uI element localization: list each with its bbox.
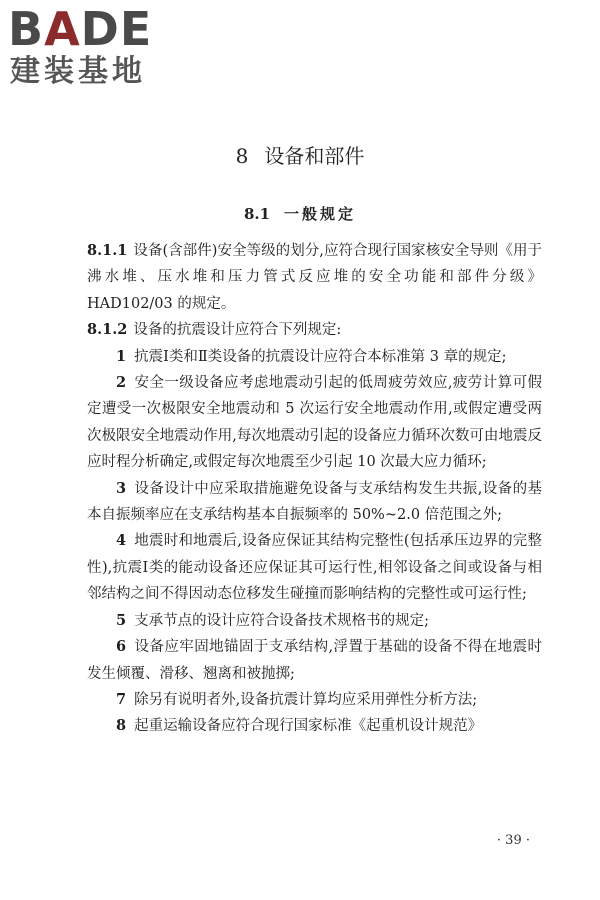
item-text: 地震时和地震后,设备应保证其结构完整性(包括承压边界的完整性),抗震Ⅰ类的能动设备还应保证其可运行性,相邻设备之间或设备与相邻结构之间不得因动态位移发生碰撞而影响结构的完整性或可运行性;	[87, 533, 542, 603]
item-number: 6	[116, 638, 127, 656]
chapter-title	[0, 142, 600, 170]
item-text: 设备设计中应采取措施避免设备与支承结构发生共振,设备的基本自振频率应在支承结构基本自振频率的 50%~2.0 倍范围之外;	[87, 480, 542, 524]
chapter-number: 8	[235, 144, 249, 168]
list-item-1	[87, 344, 542, 370]
item-text: 除另有说明者外,设备抗震计算均应采用弹性分析方法;	[134, 691, 478, 708]
list-item-7	[87, 687, 542, 713]
logo-tagline: 建装基地	[10, 54, 146, 89]
page-content	[87, 238, 542, 740]
item-number: 1	[116, 347, 127, 365]
clause-8-1-1	[87, 238, 542, 317]
clause-number: 8.1.2	[87, 321, 128, 339]
clause-8-1-2	[87, 317, 542, 343]
item-text: 起重运输设备应符合现行国家标准《起重机设计规范》	[134, 718, 483, 735]
watermark-logo	[8, 4, 178, 92]
item-text: 支承节点的设计应符合设备技术规格书的规定;	[134, 612, 429, 629]
item-number: 5	[116, 611, 127, 629]
item-number: 7	[116, 690, 127, 708]
item-number: 4	[116, 532, 127, 550]
logo-brand-prefix: B	[8, 2, 45, 56]
list-item-4	[87, 528, 542, 607]
item-number: 2	[116, 374, 127, 392]
list-item-2	[87, 370, 542, 476]
section-title	[0, 203, 600, 225]
item-text: 抗震Ⅰ类和Ⅱ类设备的抗震设计应符合本标准第 3 章的规定;	[134, 348, 507, 365]
list-item-6	[87, 634, 542, 687]
logo-brand-suffix: DE	[80, 2, 153, 56]
clause-text: 设备的抗震设计应符合下列规定:	[133, 322, 342, 339]
section-number: 8.1	[243, 205, 271, 223]
clause-text: 设备(含部件)安全等级的划分,应符合现行国家核安全导则《用于沸水堆、压水堆和压力管式反应堆的安全功能和部件分级》HAD102/03 的规定。	[87, 243, 542, 312]
logo-brand-accent: A	[44, 2, 81, 56]
section-title-text: 一般规定	[284, 205, 357, 223]
list-item-8	[87, 713, 542, 739]
list-item-3	[87, 476, 542, 529]
chapter-title-text: 设备和部件	[264, 144, 365, 168]
list-item-5	[87, 608, 542, 634]
item-number: 8	[116, 717, 127, 735]
item-text: 安全一级设备应考虑地震动引起的低周疲劳效应,疲劳计算可假定遭受一次极限安全地震动和 5 次运行安全地震动作用,或假定遭受两次极限安全地震动作用,每次地震动引起的设备应力循环次数可由地震反应时程分析确定,或假定每次地震至少引起 10 次最大应力循环;	[87, 375, 542, 471]
page-number: · 39 ·	[496, 833, 530, 848]
item-number: 3	[116, 479, 127, 497]
item-text: 设备应牢固地锚固于支承结构,浮置于基础的设备不得在地震时发生倾覆、滑移、翘离和被抛掷;	[87, 639, 542, 682]
clause-number: 8.1.1	[87, 242, 128, 259]
logo-brand	[8, 4, 152, 54]
